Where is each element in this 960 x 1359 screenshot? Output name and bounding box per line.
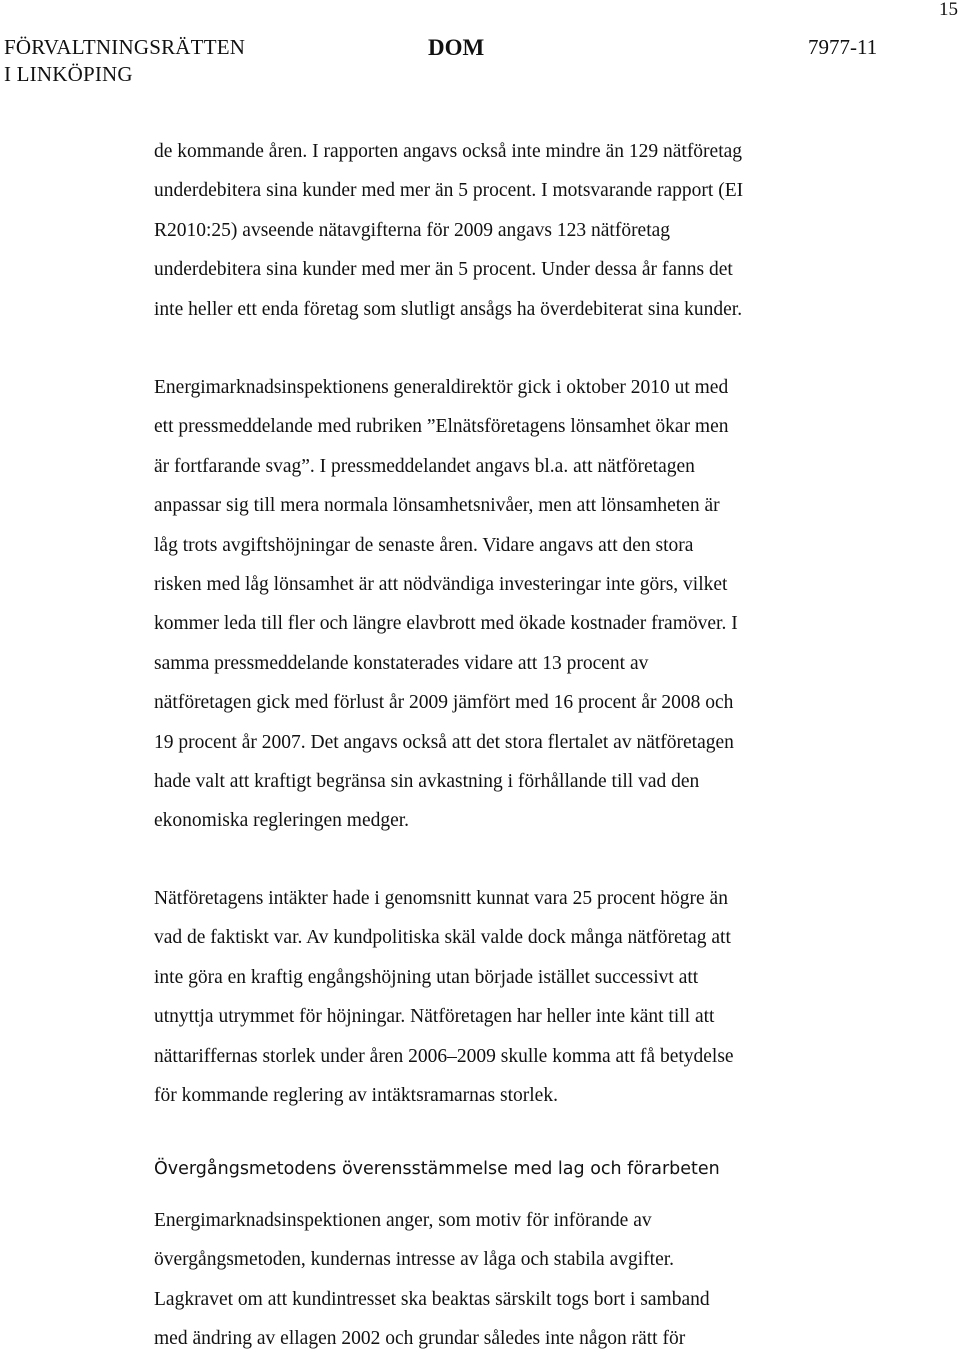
page-number: 15 [939,0,958,20]
document-type: DOM [428,35,485,60]
section-heading: Övergångsmetodens överensstämmelse med lag och förarbeten [154,1159,720,1179]
case-number: 7977-11 [808,35,878,59]
body-paragraph: de kommande åren. I rapporten angavs också inte mindre än 129 nätföretag underdebitera sina kunder med mer än 5 procent. I motsvarande rapport (EI R2010:25) avseende nätavgifterna för 2009 angavs 123 nätföretag underdebitera sina kunder med mer än 5 procent. Under dessa år fanns det inte heller ett enda företag som slutligt ansågs ha överdebiterat sina kunder. [154,141,744,320]
body-paragraph: Energimarknadsinspektionen anger, som motiv för införande av övergångsmetoden, kundernas intresse av låga och stabila avgifter. Lagkravet om att kundintresset ska beaktas särskilt togs bort i samband med ändring av ellagen 2002 och grundar således inte någon rätt för [154,1210,710,1350]
body-paragraph: Energimarknadsinspektionens generaldirektör gick i oktober 2010 ut med ett pressmeddelande med rubriken ”Elnätsföretagens lönsamhet ökar men är fortfarande svag”. I pressmeddelandet angavs bl.a. att nätföretagen anpassar sig till mera normala lönsamhetsnivåer, men att lönsamheten är låg trots avgiftshöjningar de senaste åren. Vidare angavs att den stora risken med låg lönsamhet är att nödvändiga investeringar inte görs, vilket kommer leda till fler och längre elavbrott med ökade kostnader framöver. I samma pressmeddelande konstaterades vidare att 13 procent av nätföretagen gick med förlust år 2009 jämfört med 16 procent år 2008 och 19 procent år 2007. Det angavs också att det stora flertalet av nätföretagen hade valt att kraftigt begränsa sin avkastning i förhållande till vad den ekonomiska regleringen medger. [154,377,738,832]
body-paragraph: Nätföretagens intäkter hade i genomsnitt kunnat vara 25 procent högre än vad de faktiskt var. Av kundpolitiska skäl valde dock många nätföretag att inte göra en kraftig engångshöjning utan började istället successivt att utnyttja utrymmet för höjningar. Nätföretagen har heller inte känt till att nättariffernas storlek under åren 2006–2009 skulle komma att få betydelse för kommande reglering av intäktsramarnas storlek. [154,888,734,1107]
court-name: FÖRVALTNINGSRÄTTEN I LINKÖPING [4,35,246,86]
